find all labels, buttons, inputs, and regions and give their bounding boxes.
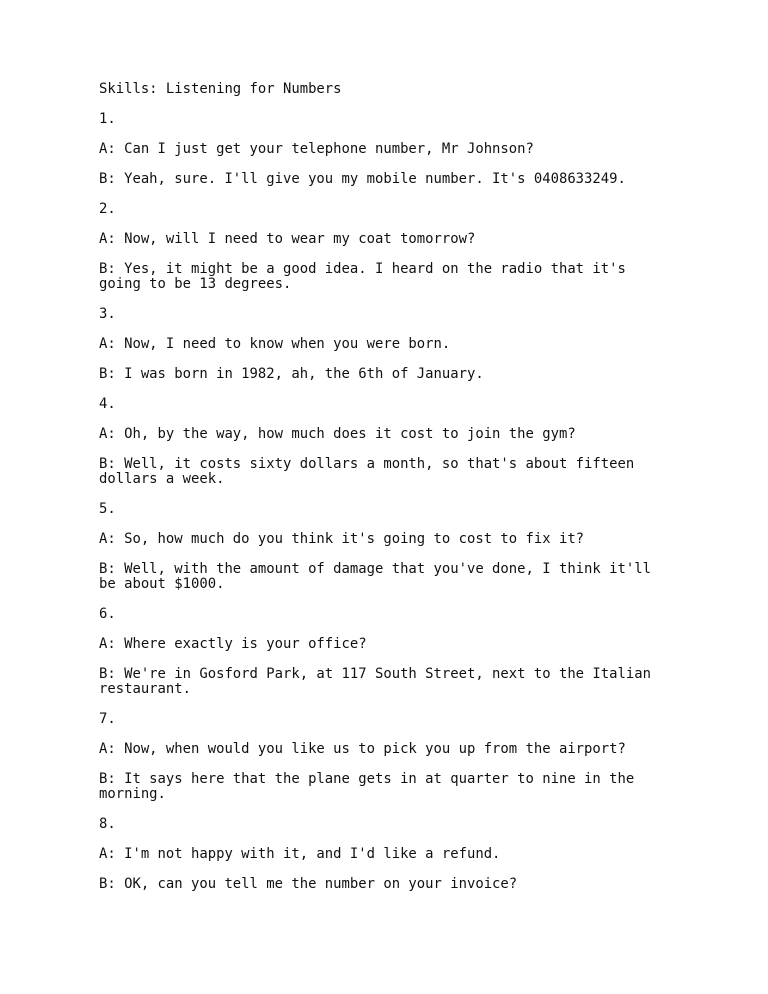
item-number: 6. xyxy=(99,606,116,622)
item-number: 8. xyxy=(99,816,116,832)
speaker-b-line: B: Yeah, sure. I'll give you my mobile number. It's 0408633249. xyxy=(99,171,626,187)
speaker-a-line: A: Now, when would you like us to pick you up from the airport? xyxy=(99,741,626,757)
document-page xyxy=(99,82,659,907)
dialogue-item-7 xyxy=(99,712,659,802)
speaker-a-line: A: Now, I need to know when you were born. xyxy=(99,336,451,352)
dialogue-item-8 xyxy=(99,817,659,892)
speaker-b-line: B: We're in Gosford Park, at 117 South Street, next to the Italian restaurant. xyxy=(99,666,651,697)
speaker-a-line: A: So, how much do you think it's going to cost to fix it? xyxy=(99,531,585,547)
speaker-b-line: B: Well, it costs sixty dollars a month, so that's about fifteen dollars a week. xyxy=(99,456,635,487)
speaker-a-line: A: Where exactly is your office? xyxy=(99,636,367,652)
speaker-a-line: A: Oh, by the way, how much does it cost to join the gym? xyxy=(99,426,576,442)
dialogue-item-4 xyxy=(99,397,659,487)
item-number: 3. xyxy=(99,306,116,322)
item-number: 7. xyxy=(99,711,116,727)
speaker-a-line: A: Now, will I need to wear my coat tomorrow? xyxy=(99,231,476,247)
dialogue-item-2 xyxy=(99,202,659,292)
speaker-b-line: B: OK, can you tell me the number on your invoice? xyxy=(99,876,518,892)
speaker-b-line: B: It says here that the plane gets in at quarter to nine in the morning. xyxy=(99,771,635,802)
document-title: Skills: Listening for Numbers xyxy=(99,81,342,97)
speaker-a-line: A: I'm not happy with it, and I'd like a refund. xyxy=(99,846,501,862)
speaker-b-line: B: Yes, it might be a good idea. I heard on the radio that it's going to be 13 degrees. xyxy=(99,261,626,292)
item-number: 1. xyxy=(99,111,116,127)
dialogue-item-3 xyxy=(99,307,659,382)
dialogue-item-6 xyxy=(99,607,659,697)
speaker-b-line: B: I was born in 1982, ah, the 6th of January. xyxy=(99,366,484,382)
speaker-b-line: B: Well, with the amount of damage that you've done, I think it'll be about $1000. xyxy=(99,561,651,592)
item-number: 4. xyxy=(99,396,116,412)
item-number: 2. xyxy=(99,201,116,217)
item-number: 5. xyxy=(99,501,116,517)
speaker-a-line: A: Can I just get your telephone number, Mr Johnson? xyxy=(99,141,534,157)
dialogue-item-5 xyxy=(99,502,659,592)
dialogue-item-1 xyxy=(99,112,659,187)
